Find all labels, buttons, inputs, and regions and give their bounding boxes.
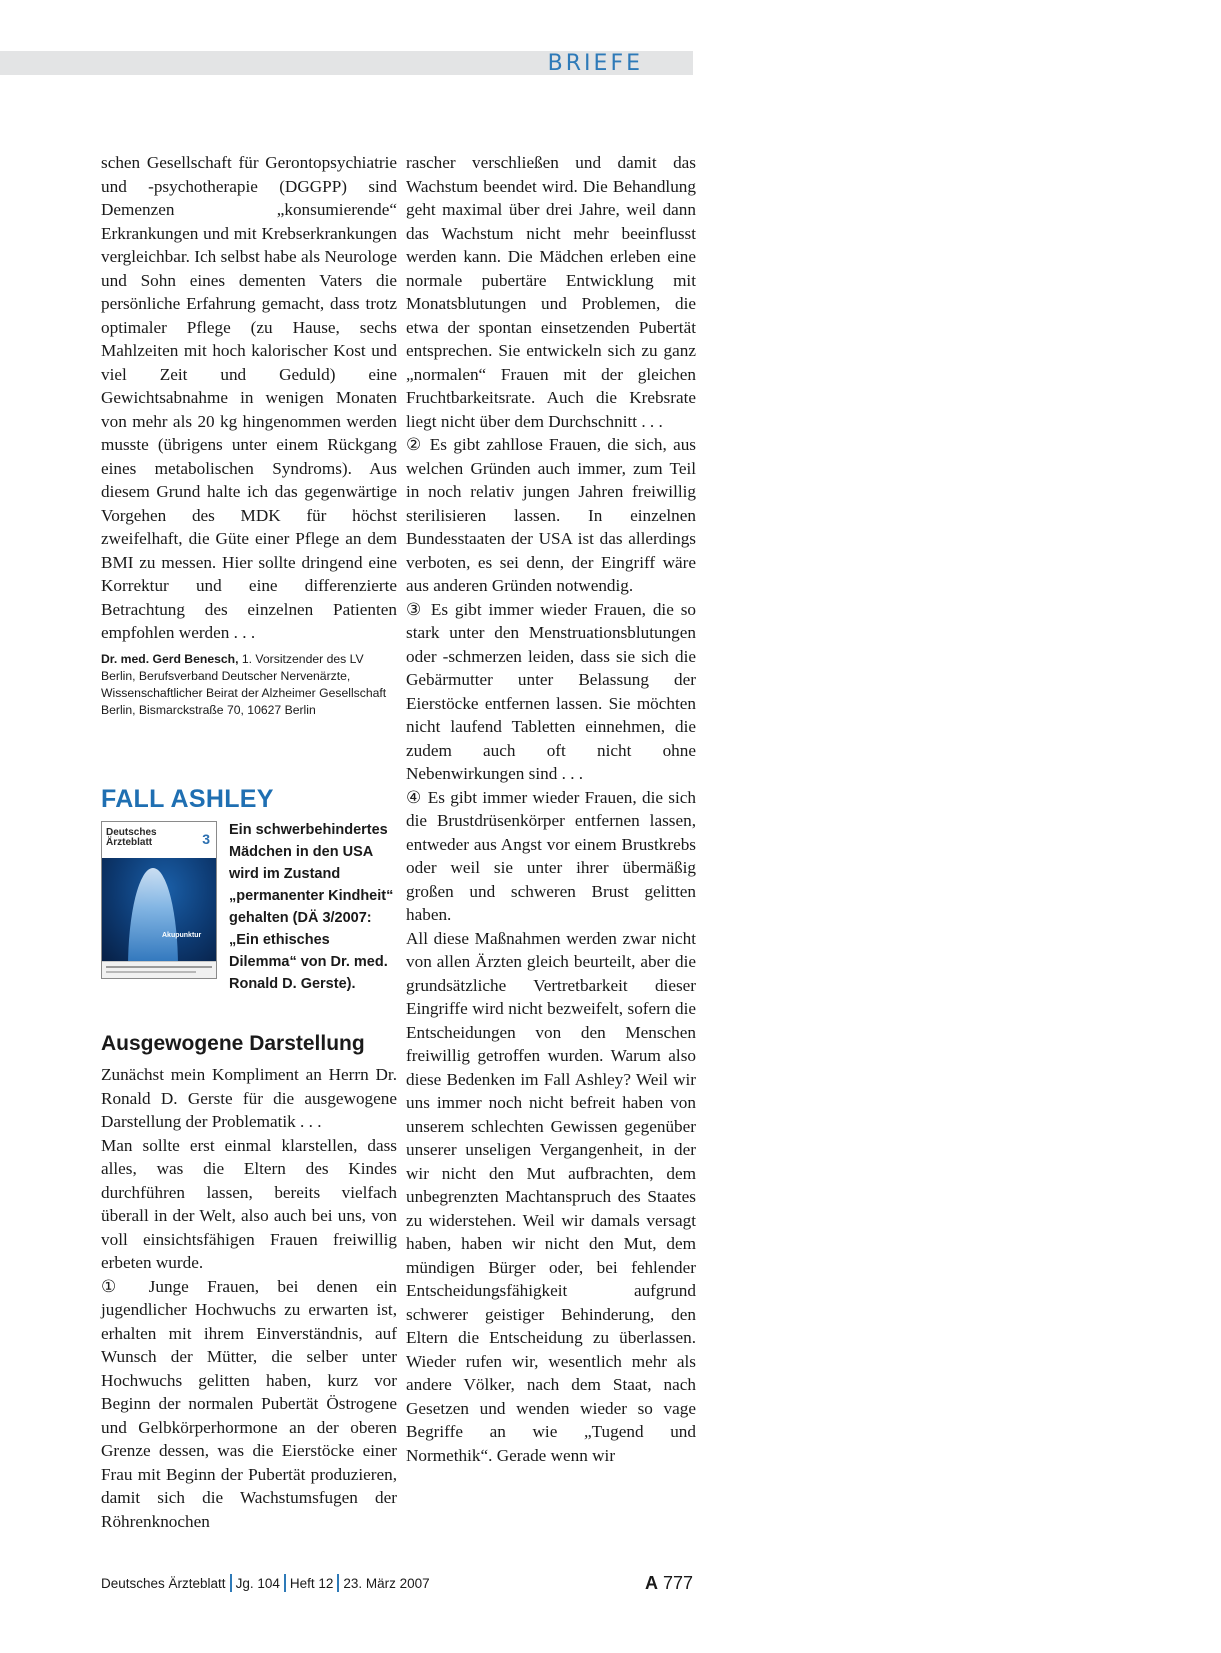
- page-prefix: A: [644, 1573, 658, 1593]
- cover-artwork: [102, 858, 216, 962]
- footer-volume: Jg. 104: [235, 1576, 280, 1591]
- signature-name: Dr. med. Gerd Benesch,: [101, 651, 239, 666]
- letter-paragraph: Zunächst mein Kompliment an Herrn Dr. Ronald D. Gerste für die ausgewogene Darstellung der Problematik . . .: [101, 1065, 397, 1132]
- right-column: [406, 151, 696, 1467]
- page-footer: [101, 1572, 693, 1596]
- journal-cover-image: [101, 821, 217, 979]
- footer-citation: [101, 1574, 430, 1594]
- footer-separator: [230, 1574, 232, 1592]
- footer-separator: [337, 1574, 339, 1592]
- section-title: BRIEFE: [547, 51, 643, 76]
- section-heading-fall-ashley: FALL ASHLEY: [101, 785, 274, 814]
- letter-paragraph: rascher verschließen und damit das Wachstum beendet wird. Die Behandlung geht maximal über drei Jahre, weil dann das Wachstum nicht mehr beeinflusst werden kann. Die Mädchen erleben eine normale pubertäre Entwicklung mit Monatsblutungen und Problemen, die etwa der spontan einsetzenden Pubertät entsprechen. Sie entwickeln sich zu ganz „normalen“ Frauen mit der gleichen Fruchtbarkeitsrate. Auch die Krebsrate liegt nicht über dem Durchschnitt . . .: [406, 153, 696, 431]
- cover-masthead: [102, 822, 216, 858]
- signature-details: 1. Vorsitzender des LV Berlin, Berufsverband Deutscher Nervenärzte, Wissenschaftlicher Beirat der Alzheimer Gesellschaft Berlin, Bismarckstraße 70, 10627 Berlin: [101, 651, 387, 718]
- cover-needle-graphic: [128, 868, 178, 968]
- footer-separator: [284, 1574, 286, 1592]
- footer-issue: Heft 12: [289, 1576, 334, 1591]
- section-header-bar: [0, 51, 693, 75]
- letter-paragraph: All diese Maßnahmen werden zwar nicht von allen Ärzten gleich beurteilt, aber die grundsätzliche Vertretbarkeit dieser Eingriffe wird nicht bezweifelt, sofern die Entscheidungen von den Menschen freiwillig getroffen wurden. Warum also diese Bedenken im Fall Ashley? Weil wir uns immer noch nicht befreit haben von unserem schlechten Gewissen gegenüber unserer unseligen Vergangenheit, in der wir nicht den Mut aufbrachten, dem unbegrenzten Machtanspruch des Staates zu widerstehen. Weil wir damals versagt haben, haben wir nicht den Mut, dem mündigen Bürger oder, bei fehlender Entscheidungsfähigkeit aufgrund schwerer geistiger Behinderung, den Eltern die Entscheidung zu überlassen. Wieder rufen wir, wesentlich mehr als andere Völker, nach dem Staat, nach Gesetzen und wenden wieder so vage Begriffe an wie „Tugend und Normethik“. Gerade wenn wir: [406, 928, 696, 1465]
- cover-issue-number: 3: [202, 831, 210, 848]
- letter-heading: Ausgewogene Darstellung: [101, 1032, 365, 1056]
- cover-topic-label: Akupunktur: [162, 932, 202, 940]
- letter-paragraph: Man sollte erst einmal klarstellen, dass alles, was die Eltern des Kindes durchführen lassen, bereits vielfach überall in der Welt, also auch bei uns, von voll einsichtsfähigen Frauen freiwillig erbeten wurde.: [101, 1135, 397, 1273]
- footer-journal: Deutsches Ärzteblatt: [101, 1576, 226, 1591]
- footer-date: 23. März 2007: [343, 1576, 430, 1591]
- page-number: [645, 1572, 693, 1594]
- cover-title: Deutsches Ärzteblatt: [106, 827, 157, 849]
- letter-paragraph: ① Junge Frauen, bei denen ein jugendlicher Hochwuchs zu erwarten ist, erhalten mit ihrem Einverständnis, auf Wunsch der Mütter, die selber unter Hochwuchs gelitten haben, kurz vor Beginn der normalen Pubertät Östrogene und Gelbkörperhormone an der oberen Grenze dessen, was die Eierstöcke einer Frau mit Beginn der Pubertät produzieren, damit sich die Wachstumsfugen der Röhrenknochen: [101, 1276, 397, 1531]
- cover-footer: [102, 961, 216, 978]
- letter-signature: [101, 651, 397, 720]
- page-number-value: 777: [662, 1573, 693, 1593]
- letter-paragraph: ② Es gibt zahllose Frauen, die sich, aus welchen Gründen auch immer, zum Teil in noch relativ jungen Jahren freiwillig sterilisieren lassen. In einzelnen Bundesstaaten der USA ist das allerdings verboten, es sei denn, der Eingriff wäre aus anderen Gründen notwendig.: [406, 435, 696, 595]
- letter-paragraph: ④ Es gibt immer wieder Frauen, die sich die Brustdrüsenkörper entfernen lassen, entweder aus Angst vor einem Brustkrebs oder weil sie unter ihrer übermäßig großen und schweren Brust gelitten haben.: [406, 787, 696, 924]
- letter-paragraph: ③ Es gibt immer wieder Frauen, die so stark unter den Menstruationsblutungen oder -schmerzen leiden, dass sie sich die Gebärmutter unter Belassung der Eierstöcke entfernen lassen. Sie möchten nicht laufend Tabletten einnehmen, die zudem auch oft nicht ohne Nebenwirkungen sind . . .: [406, 599, 696, 783]
- left-column: [101, 151, 397, 1533]
- article-teaser: Ein schwerbehindertes Mädchen in den USA wird im Zustand „permanenter Kindheit“ gehalten (DÄ 3/2007: „Ein ethisches Dilemma“ von Dr. med. Ronald D. Gerste).: [229, 822, 394, 993]
- letter-continued-text: schen Gesellschaft für Gerontopsychiatrie und -psychotherapie (DGGPP) sind Demenzen „konsumierende“ Erkrankungen und mit Krebserkrankungen vergleichbar. Ich selbst habe als Neurologe und Sohn eines dementen Vaters die persönliche Erfahrung gemacht, dass trotz optimaler Pflege (zu Hause, sechs Mahlzeiten mit hoch kalorischer Kost und viel Zeit und Geduld) eine Gewichtsabnahme in wenigen Monaten von mehr als 20 kg hingenommen werden musste (übrigens unter einem Rückgang eines metabolischen Syndroms). Aus diesem Grund halte ich das gegenwärtige Vorgehen des MDK für höchst zweifelhaft, die Güte einer Pflege an dem BMI zu messen. Hier sollte dringend eine Korrektur und eine differenzierte Betrachtung des einzelnen Patienten empfohlen werden . . .: [101, 153, 397, 642]
